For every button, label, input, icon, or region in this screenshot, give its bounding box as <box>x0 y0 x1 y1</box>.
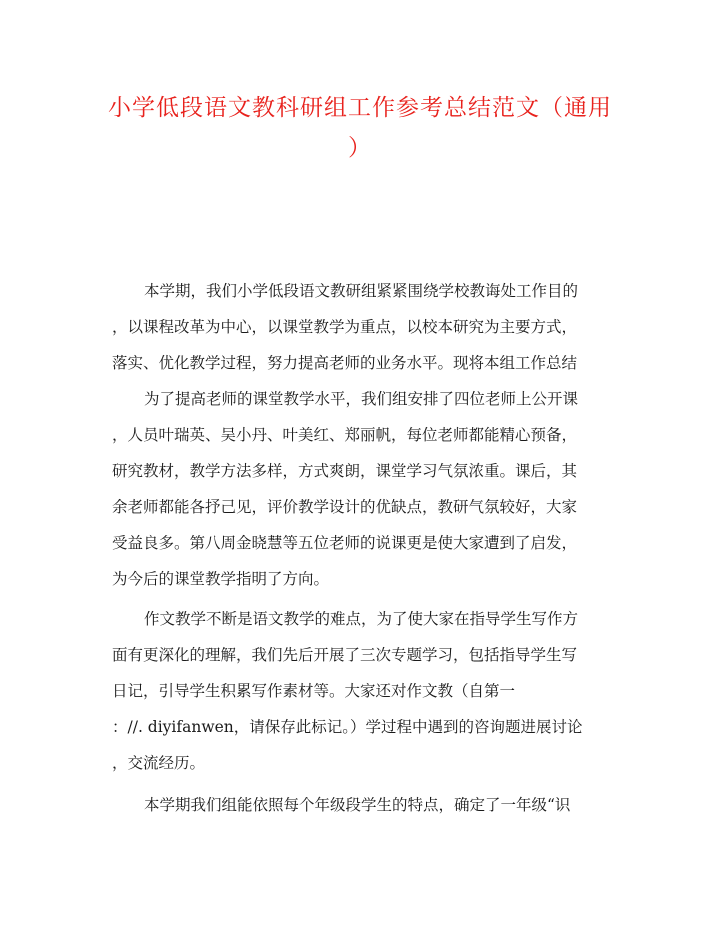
paragraph-3-line: 日记，引导学生积累写作素材等。大家还对作文教（自第一 <box>112 682 516 700</box>
paragraph-3-line: ，交流经历。 <box>112 754 206 772</box>
document-body <box>112 276 612 820</box>
paragraph-3-line: ：//. diyifanwen，请保存此标记。）学过程中遇到的咨询题进展讨论 <box>112 718 583 736</box>
paragraph-2-line: 为今后的课堂教学指明了方向。 <box>112 570 330 588</box>
paragraph-2-line: 研究教材，教学方法多样，方式爽朗，课堂学习气氛浓重。课后，其 <box>112 462 578 480</box>
paragraph-3-line: 作文教学不断是语文教学的难点，为了使大家在指导学生写作方 <box>144 610 579 628</box>
paragraph-1-line: ，以课程改革为中心，以课堂教学为重点，以校本研究为主要方式， <box>112 318 578 336</box>
paragraph-1-line: 本学期，我们小学低段语文教研组紧紧围绕学校教诲处工作目的 <box>144 282 579 300</box>
paragraph-2-line: 余老师都能各抒己见，评价教学设计的优缺点，教研气氛较好，大家 <box>112 498 578 516</box>
paragraph-2-line: 受益良多。第八周金晓慧等五位老师的说课更是使大家遭到了启发， <box>112 534 578 552</box>
title-line: 小学低段语文教科研组工作参考总结范文（通用 <box>108 95 612 121</box>
paragraph-4-line: 本学期我们组能依照每个年级段学生的特点，确定了一年级“识 <box>144 796 571 814</box>
paragraph-2-line: ，人员叶瑞英、吴小丹、叶美红、郑丽帆，每位老师都能精心预备， <box>112 426 578 444</box>
document-title <box>96 88 624 168</box>
paragraph-3-line: 面有更深化的理解，我们先后开展了三次专题学习，包括指导学生写 <box>112 646 578 664</box>
paragraph-1-line: 落实、优化教学过程，努力提高老师的业务水平。现将本组工作总结 <box>112 354 578 372</box>
title-line: ） <box>348 135 372 161</box>
paragraph-2-line: 为了提高老师的课堂教学水平，我们组安排了四位老师上公开课 <box>144 390 579 408</box>
